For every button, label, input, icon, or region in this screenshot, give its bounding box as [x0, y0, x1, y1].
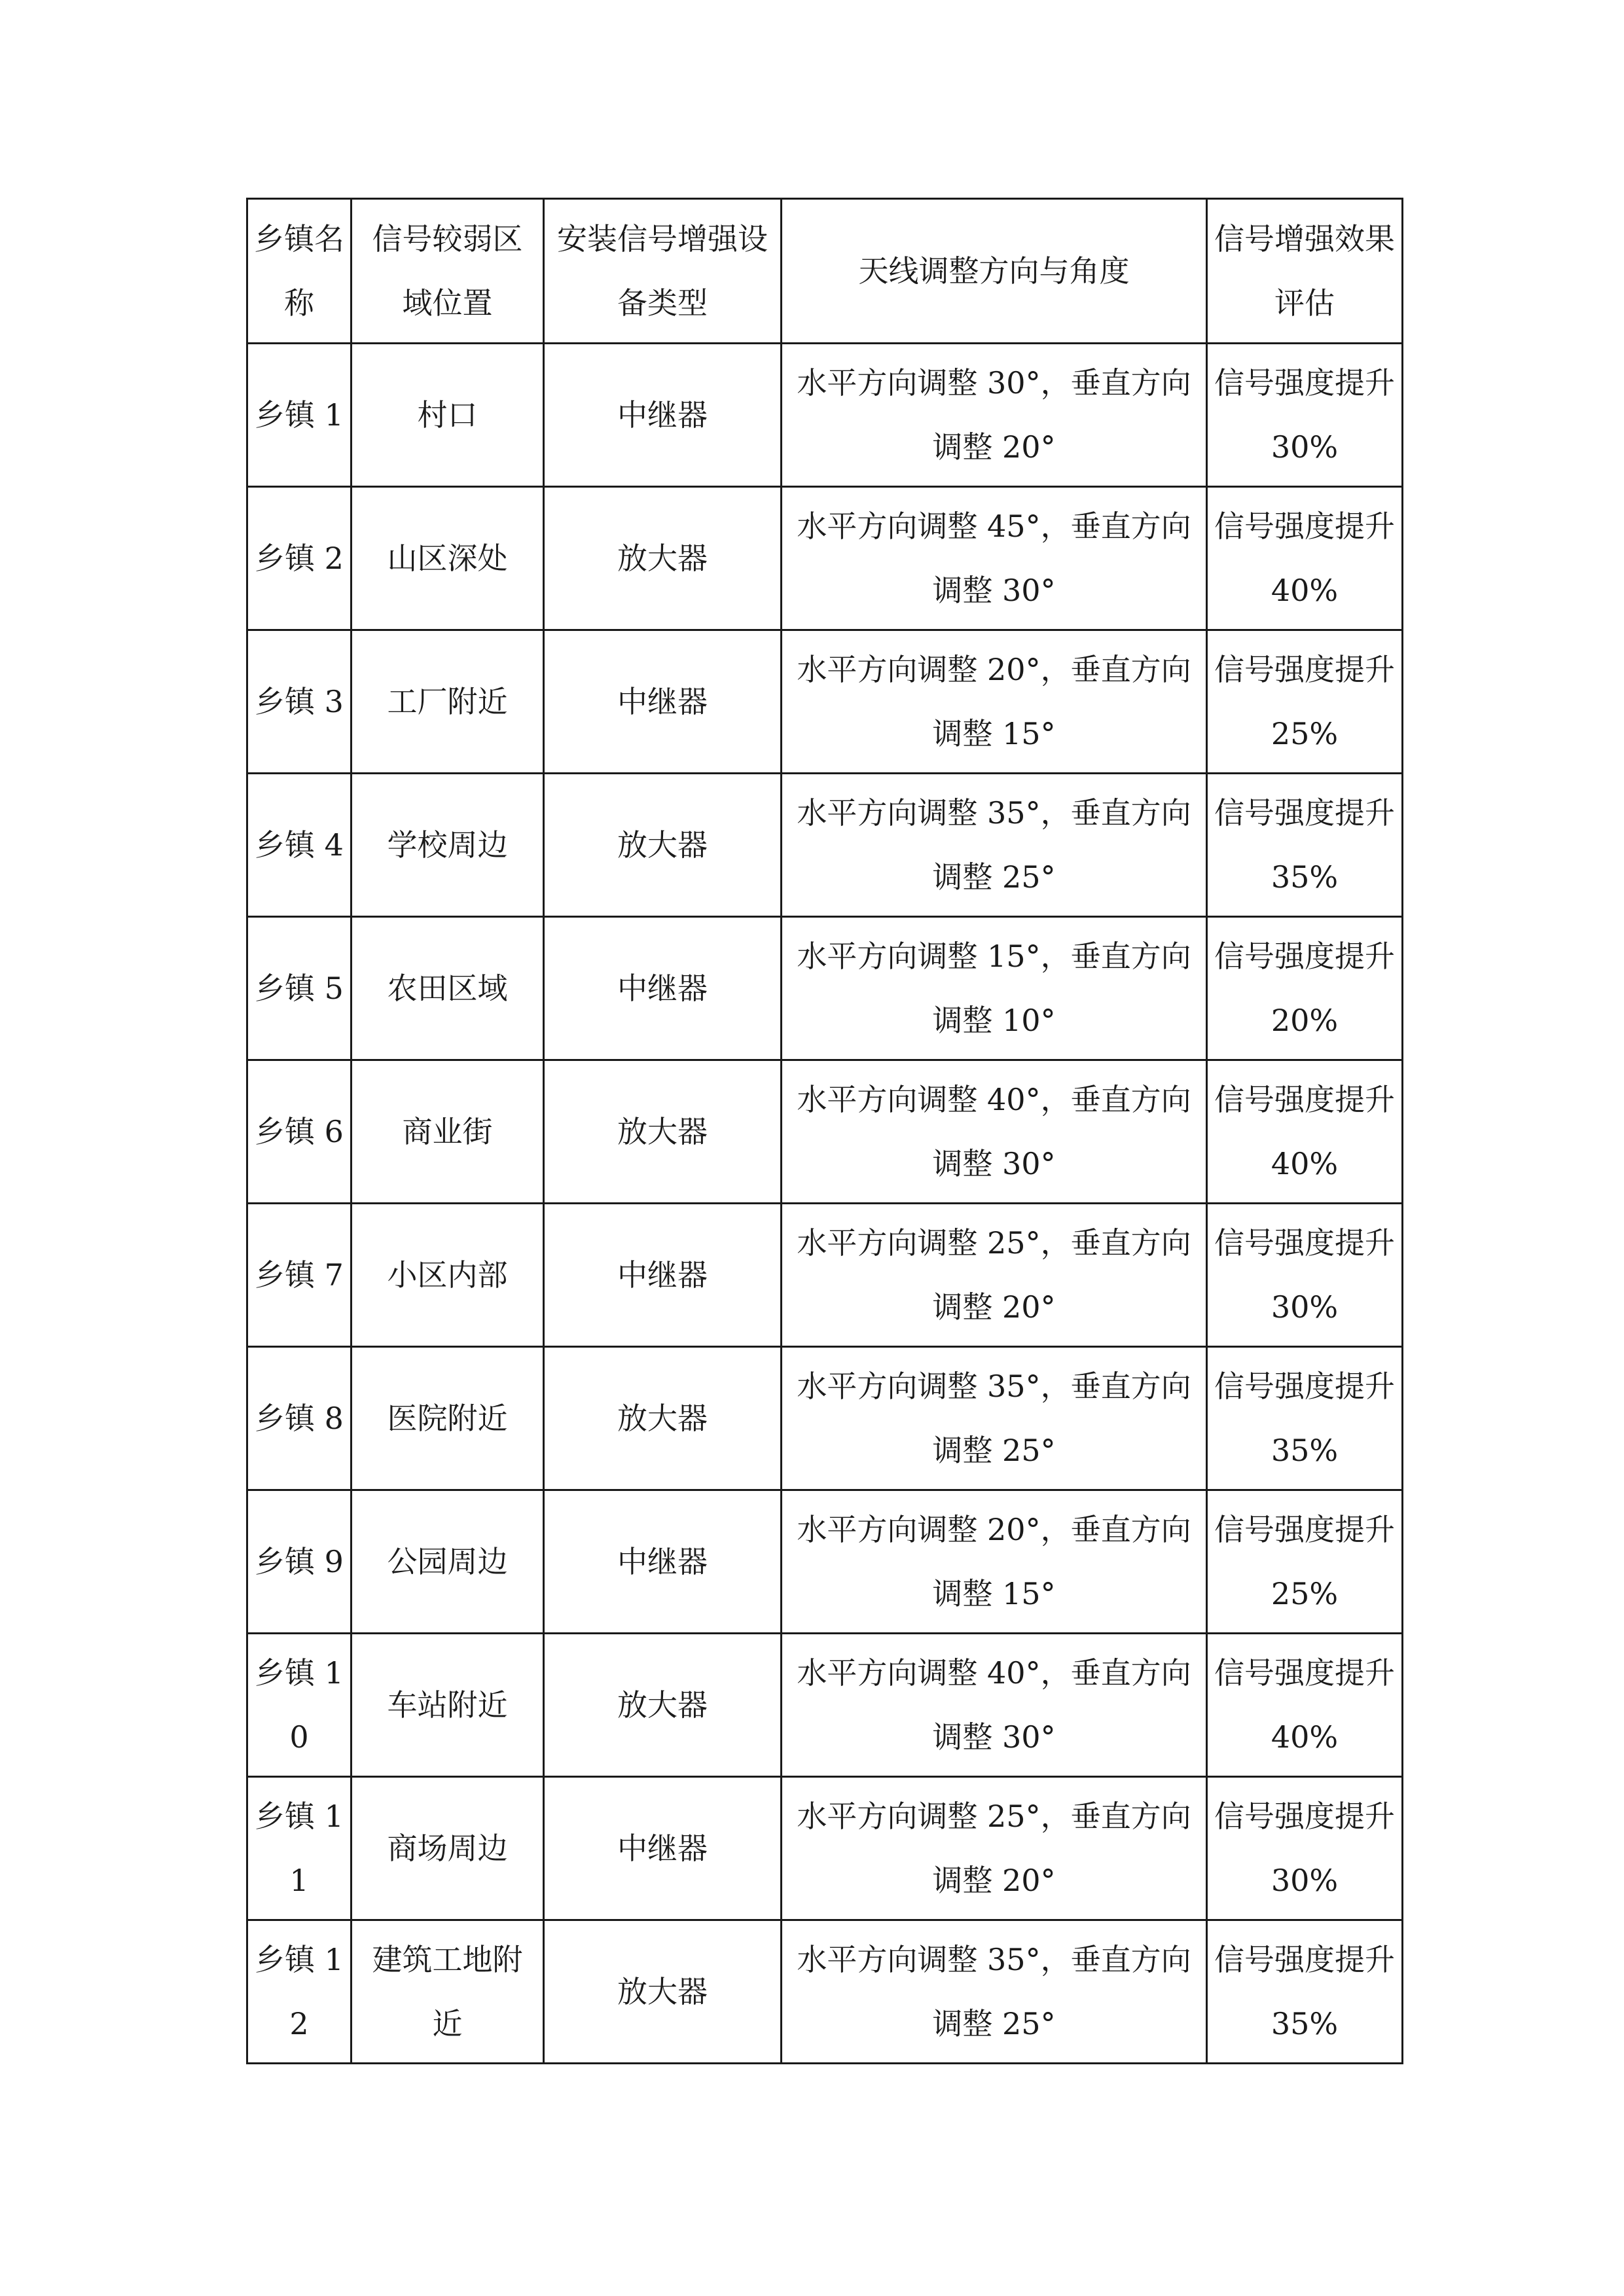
cell-antenna-text: 水平方向调整 35°，垂直方向调整 25° [797, 1942, 1191, 2041]
cell-antenna-text: 水平方向调整 30°，垂直方向调整 20° [797, 365, 1191, 465]
cell-area-text: 小区内部 [387, 1257, 508, 1293]
table-cell-effect [1207, 1204, 1403, 1347]
table-cell-device [544, 344, 782, 487]
table-row [247, 1060, 1403, 1204]
cell-effect-text: 信号强度提升 20% [1214, 939, 1395, 1038]
cell-antenna-text: 水平方向调整 35°，垂直方向调整 25° [797, 1369, 1191, 1468]
table-cell-town [247, 917, 352, 1060]
cell-device-text: 放大器 [617, 1401, 708, 1436]
header-cell-antenna [782, 199, 1207, 344]
table-cell-town [247, 1920, 352, 2064]
table-cell-effect [1207, 1777, 1403, 1920]
table-row [247, 1204, 1403, 1347]
table-cell-town [247, 487, 352, 630]
header-cell-effect [1207, 199, 1403, 344]
table-cell-area [352, 344, 544, 487]
table-cell-town [247, 1347, 352, 1490]
cell-effect-text: 信号强度提升 25% [1214, 652, 1395, 751]
cell-town-text: 乡镇 10 [255, 1655, 344, 1755]
table-cell-antenna [782, 1920, 1207, 2064]
cell-antenna-text: 水平方向调整 35°，垂直方向调整 25° [797, 795, 1191, 895]
table-cell-device [544, 1777, 782, 1920]
cell-effect-text: 信号强度提升 30% [1214, 365, 1395, 465]
table-cell-town [247, 774, 352, 917]
cell-effect-text: 信号强度提升 40% [1214, 1655, 1395, 1755]
table-cell-antenna [782, 917, 1207, 1060]
cell-town-text: 乡镇 9 [255, 1544, 344, 1579]
table-cell-device [544, 1490, 782, 1634]
cell-area-text: 山区深处 [387, 541, 508, 576]
table-cell-antenna [782, 774, 1207, 917]
cell-effect-text: 信号强度提升 35% [1214, 795, 1395, 895]
table-cell-area [352, 487, 544, 630]
table-cell-area [352, 1490, 544, 1634]
table-cell-town [247, 1490, 352, 1634]
header-cell-town [247, 199, 352, 344]
cell-area-text: 商场周边 [387, 1831, 508, 1866]
header-cell-device [544, 199, 782, 344]
table-cell-area [352, 1204, 544, 1347]
header-area-label: 信号较弱区域位置 [372, 221, 523, 321]
table-cell-device [544, 1347, 782, 1490]
table-cell-device [544, 1634, 782, 1777]
cell-device-text: 中继器 [617, 1831, 708, 1866]
signal-enhancement-table [246, 198, 1403, 2064]
table-cell-effect [1207, 344, 1403, 487]
cell-antenna-text: 水平方向调整 40°，垂直方向调整 30° [797, 1082, 1191, 1181]
cell-antenna-text: 水平方向调整 20°，垂直方向调整 15° [797, 1512, 1191, 1611]
table-cell-town [247, 1204, 352, 1347]
table-cell-effect [1207, 630, 1403, 774]
cell-town-text: 乡镇 11 [255, 1799, 344, 1898]
cell-device-text: 放大器 [617, 541, 708, 576]
table-row [247, 1777, 1403, 1920]
table-cell-device [544, 917, 782, 1060]
cell-effect-text: 信号强度提升 35% [1214, 1369, 1395, 1468]
table-cell-area [352, 1634, 544, 1777]
header-effect-label: 信号增强效果评估 [1214, 221, 1395, 321]
table-row [247, 344, 1403, 487]
table-cell-town [247, 1777, 352, 1920]
table-cell-antenna [782, 1634, 1207, 1777]
table-cell-area [352, 1920, 544, 2064]
cell-effect-text: 信号强度提升 30% [1214, 1225, 1395, 1325]
table-row [247, 1347, 1403, 1490]
header-antenna-label: 天线调整方向与角度 [858, 253, 1130, 289]
table-cell-town [247, 344, 352, 487]
cell-device-text: 中继器 [617, 971, 708, 1006]
table-cell-effect [1207, 487, 1403, 630]
table-row [247, 1920, 1403, 2064]
table-cell-antenna [782, 1777, 1207, 1920]
cell-town-text: 乡镇 7 [255, 1257, 344, 1293]
table-cell-antenna [782, 630, 1207, 774]
table-cell-antenna [782, 1347, 1207, 1490]
table-row [247, 630, 1403, 774]
cell-antenna-text: 水平方向调整 40°，垂直方向调整 30° [797, 1655, 1191, 1755]
table-cell-effect [1207, 1490, 1403, 1634]
table-cell-area [352, 774, 544, 917]
cell-area-text: 建筑工地附近 [372, 1942, 523, 2041]
table-row [247, 774, 1403, 917]
cell-area-text: 车站附近 [387, 1687, 508, 1723]
table-cell-town [247, 1634, 352, 1777]
cell-area-text: 商业街 [402, 1114, 493, 1149]
table-cell-area [352, 630, 544, 774]
cell-device-text: 放大器 [617, 1974, 708, 2009]
table-row [247, 1490, 1403, 1634]
table-row [247, 487, 1403, 630]
cell-device-text: 中继器 [617, 1257, 708, 1293]
cell-device-text: 中继器 [617, 684, 708, 719]
table-cell-antenna [782, 1204, 1207, 1347]
table-cell-area [352, 917, 544, 1060]
table-cell-antenna [782, 1060, 1207, 1204]
cell-town-text: 乡镇 3 [255, 684, 344, 719]
cell-town-text: 乡镇 6 [255, 1114, 344, 1149]
cell-antenna-text: 水平方向调整 45°，垂直方向调整 30° [797, 509, 1191, 608]
cell-town-text: 乡镇 1 [255, 397, 344, 433]
table-header-row [247, 199, 1403, 344]
cell-town-text: 乡镇 2 [255, 541, 344, 576]
table-cell-device [544, 487, 782, 630]
cell-town-text: 乡镇 4 [255, 827, 344, 863]
cell-antenna-text: 水平方向调整 25°，垂直方向调整 20° [797, 1799, 1191, 1898]
cell-area-text: 村口 [417, 397, 478, 433]
header-town-label: 乡镇名称 [254, 221, 344, 321]
cell-antenna-text: 水平方向调整 25°，垂直方向调整 20° [797, 1225, 1191, 1325]
table-cell-area [352, 1060, 544, 1204]
table-cell-device [544, 774, 782, 917]
cell-device-text: 中继器 [617, 397, 708, 433]
header-cell-area [352, 199, 544, 344]
cell-area-text: 农田区域 [387, 971, 508, 1006]
cell-effect-text: 信号强度提升 40% [1214, 509, 1395, 608]
table-cell-town [247, 630, 352, 774]
table-body [247, 199, 1403, 2064]
cell-effect-text: 信号强度提升 35% [1214, 1942, 1395, 2041]
cell-antenna-text: 水平方向调整 15°，垂直方向调整 10° [797, 939, 1191, 1038]
cell-effect-text: 信号强度提升 40% [1214, 1082, 1395, 1181]
table-cell-antenna [782, 344, 1207, 487]
table-cell-town [247, 1060, 352, 1204]
table-cell-antenna [782, 487, 1207, 630]
cell-town-text: 乡镇 8 [255, 1401, 344, 1436]
cell-device-text: 中继器 [617, 1544, 708, 1579]
table-cell-effect [1207, 1060, 1403, 1204]
table-cell-effect [1207, 917, 1403, 1060]
cell-area-text: 学校周边 [387, 827, 508, 863]
table-row [247, 1634, 1403, 1777]
table-cell-area [352, 1777, 544, 1920]
table-cell-effect [1207, 1634, 1403, 1777]
table-cell-device [544, 1060, 782, 1204]
cell-area-text: 公园周边 [387, 1544, 508, 1579]
cell-area-text: 工厂附近 [387, 684, 508, 719]
cell-device-text: 放大器 [617, 1687, 708, 1723]
cell-effect-text: 信号强度提升 30% [1214, 1799, 1395, 1898]
cell-device-text: 放大器 [617, 827, 708, 863]
cell-town-text: 乡镇 12 [255, 1942, 344, 2041]
table-cell-area [352, 1347, 544, 1490]
table-cell-device [544, 1204, 782, 1347]
table-cell-device [544, 630, 782, 774]
table-cell-effect [1207, 1347, 1403, 1490]
table-cell-device [544, 1920, 782, 2064]
cell-town-text: 乡镇 5 [255, 971, 344, 1006]
cell-area-text: 医院附近 [387, 1401, 508, 1436]
cell-effect-text: 信号强度提升 25% [1214, 1512, 1395, 1611]
table-cell-effect [1207, 1920, 1403, 2064]
header-device-label: 安装信号增强设备类型 [557, 221, 768, 321]
table-row [247, 917, 1403, 1060]
table-cell-effect [1207, 774, 1403, 917]
cell-device-text: 放大器 [617, 1114, 708, 1149]
table-cell-antenna [782, 1490, 1207, 1634]
cell-antenna-text: 水平方向调整 20°，垂直方向调整 15° [797, 652, 1191, 751]
